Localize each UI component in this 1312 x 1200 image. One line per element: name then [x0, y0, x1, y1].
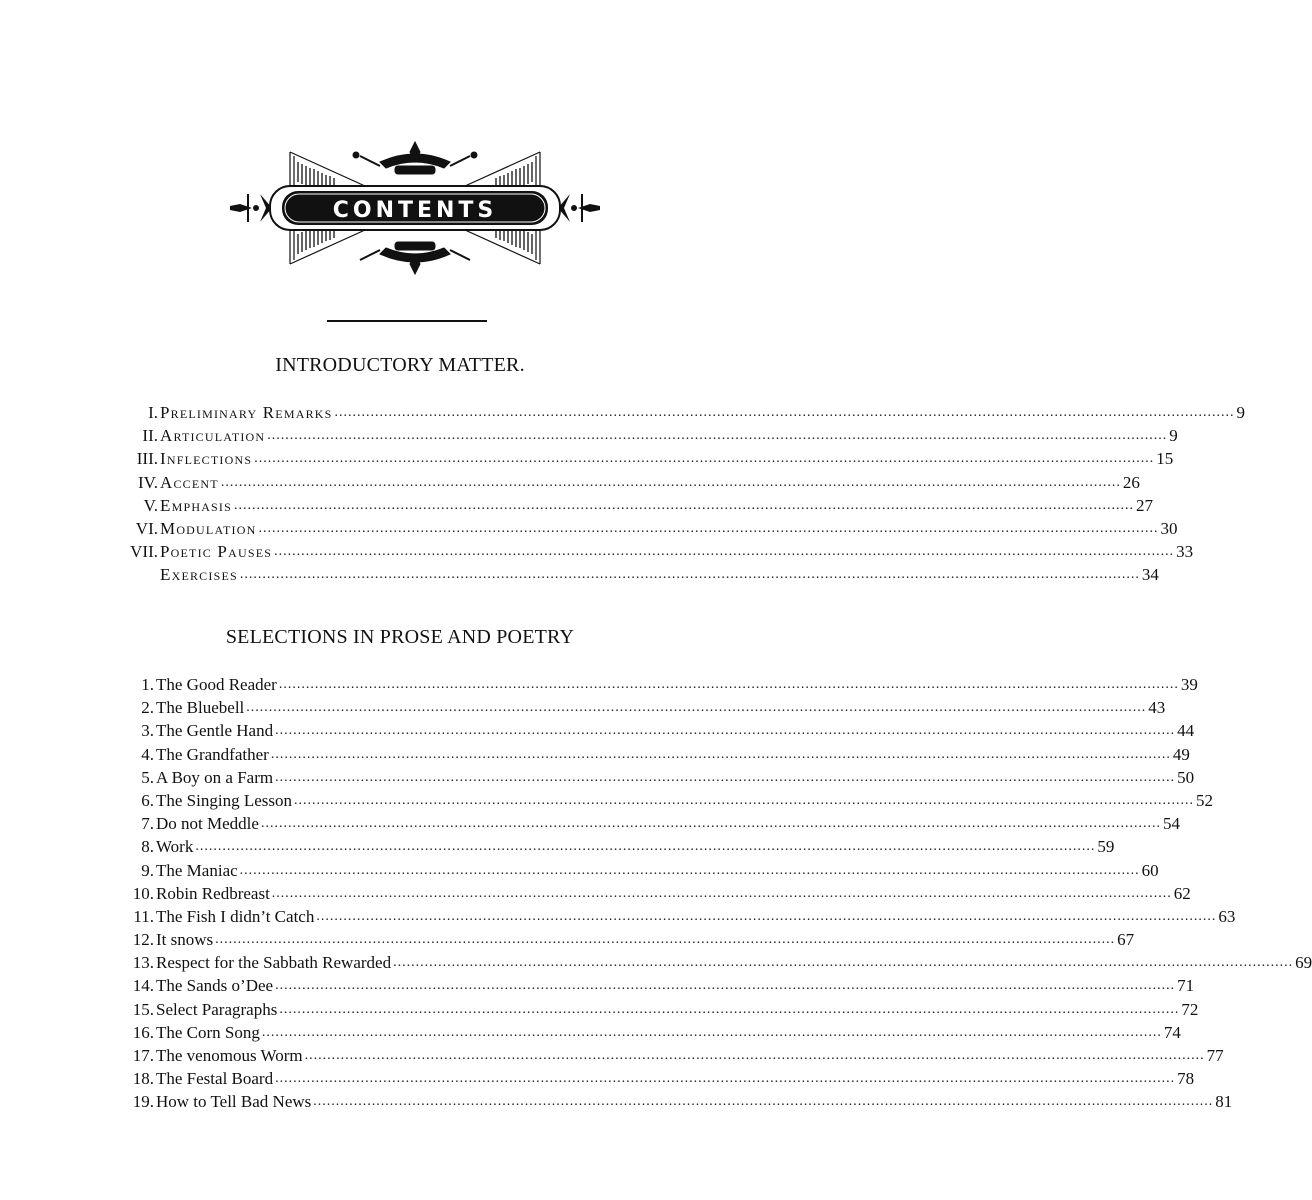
dot-leader: ........................................................................................................................................................................................................	[275, 1071, 1176, 1087]
toc-entry	[0, 1044, 1224, 1067]
selections-heading: SELECTIONS IN PROSE AND POETRY	[225, 626, 575, 648]
toc-entry-number: 3.	[141, 721, 154, 741]
toc-entry-title: Articulation	[160, 424, 267, 447]
toc-entry-line	[160, 494, 1154, 517]
toc-entry-line	[156, 1021, 1181, 1044]
toc-entry-page: 34	[1141, 565, 1159, 585]
toc-entry-number: 1.	[141, 675, 154, 694]
toc-entry-page: 44	[1177, 721, 1195, 741]
toc-entry-number: VII.	[130, 542, 158, 562]
toc-entry-line	[160, 424, 1178, 447]
toc-entry	[0, 696, 1166, 719]
toc-entry	[0, 974, 1195, 997]
toc-entry-number: 19.	[132, 1092, 154, 1112]
toc-entry-title: Inflections	[160, 447, 254, 470]
toc-entry	[0, 673, 1198, 696]
toc-entry-line	[160, 517, 1178, 540]
toc-entry-title: Do not Meddle	[156, 812, 261, 835]
dot-leader: ........................................................................................................................................................................................................	[270, 746, 1171, 762]
toc-entry-title: Work	[156, 835, 195, 858]
toc-entry-title: The Festal Board	[156, 1067, 275, 1090]
dot-leader: ........................................................................................................................................................................................................	[267, 428, 1168, 444]
toc-entry-line	[156, 974, 1195, 997]
toc-entry-title: The Gentle Hand	[156, 719, 275, 742]
toc-entry	[0, 563, 1159, 586]
toc-entry-title: How to Tell Bad News	[156, 1090, 313, 1113]
toc-entry	[0, 928, 1135, 951]
contents-banner-text: CONTENTS	[332, 198, 498, 223]
toc-entry-page: 71	[1177, 976, 1195, 996]
toc-entry-page: 30	[1160, 518, 1178, 538]
toc-entry-number: 12.	[132, 930, 154, 950]
toc-entry-line	[156, 1067, 1195, 1090]
toc-entry	[0, 859, 1159, 882]
toc-entry-line	[160, 471, 1140, 494]
toc-entry	[0, 789, 1213, 812]
intro-toc-list	[0, 401, 1246, 587]
contents-banner	[230, 138, 600, 278]
toc-entry-title: Accent	[160, 471, 221, 494]
dot-leader: ........................................................................................................................................................................................................	[275, 769, 1176, 785]
toc-entry-page: 60	[1141, 860, 1159, 880]
toc-entry-line	[156, 951, 1312, 974]
toc-entry	[0, 882, 1191, 905]
toc-entry-line	[160, 540, 1194, 563]
dot-leader: ........................................................................................................................................................................................................	[195, 839, 1096, 855]
toc-entry-page: 9	[1236, 403, 1246, 422]
toc-entry-title: Modulation	[160, 517, 258, 540]
dot-leader: ........................................................................................................................................................................................................	[275, 723, 1176, 739]
dot-leader: ........................................................................................................................................................................................................	[258, 520, 1159, 536]
toc-entry-page: 52	[1196, 790, 1213, 810]
toc-entry-line	[156, 1090, 1233, 1113]
toc-entry-title: Respect for the Sabbath Rewarded	[156, 951, 393, 974]
dot-leader: ........................................................................................................................................................................................................	[254, 451, 1155, 467]
toc-entry-page: 39	[1180, 675, 1198, 694]
toc-entry-line	[160, 563, 1159, 586]
toc-entry-number: III.	[136, 449, 158, 469]
toc-entry-title: Emphasis	[160, 494, 234, 517]
selections-toc-list	[0, 673, 1312, 1114]
toc-entry	[0, 998, 1199, 1021]
toc-entry	[0, 494, 1154, 517]
toc-entry-number: 13.	[132, 953, 154, 973]
toc-entry-page: 54	[1162, 814, 1180, 834]
toc-entry-line	[156, 766, 1195, 789]
dot-leader: ........................................................................................................................................................................................................	[215, 932, 1116, 948]
toc-entry	[0, 1021, 1181, 1044]
intro-heading: INTRODUCTORY MATTER.	[275, 354, 525, 376]
toc-entry-title: A Boy on a Farm	[156, 766, 275, 789]
toc-entry-page: 62	[1173, 883, 1191, 903]
toc-entry-page: 81	[1215, 1092, 1233, 1112]
toc-entry-line	[156, 789, 1213, 812]
toc-entry-page: 78	[1177, 1069, 1195, 1089]
toc-entry-number: 5.	[141, 767, 154, 787]
toc-entry-page: 43	[1148, 698, 1166, 718]
dot-leader: ........................................................................................................................................................................................................	[271, 885, 1172, 901]
toc-entry-page: 77	[1206, 1046, 1224, 1065]
toc-entry-page: 74	[1163, 1022, 1181, 1042]
toc-entry-title: The Corn Song	[156, 1021, 262, 1044]
toc-entry	[0, 951, 1312, 974]
toc-entry-line	[156, 928, 1135, 951]
toc-entry	[0, 471, 1140, 494]
toc-entry-title: Preliminary Remarks	[160, 401, 335, 424]
toc-entry-number: 6.	[141, 790, 154, 810]
toc-entry-number: VI.	[135, 518, 158, 538]
toc-entry-number: 18.	[132, 1069, 154, 1089]
toc-entry-title: The Singing Lesson	[156, 789, 294, 812]
toc-entry-number: 8.	[141, 837, 154, 857]
toc-entry-number: 14.	[132, 976, 154, 996]
toc-entry-page: 67	[1117, 930, 1135, 950]
toc-entry-line	[156, 673, 1198, 696]
toc-entry-title: The Good Reader	[156, 673, 279, 696]
toc-entry-page: 59	[1097, 837, 1115, 857]
toc-entry-line	[156, 696, 1166, 719]
dot-leader: ........................................................................................................................................................................................................	[220, 474, 1121, 490]
toc-entry-number: 7.	[141, 814, 154, 834]
toc-entry-number: IV.	[138, 472, 158, 492]
toc-entry	[0, 517, 1178, 540]
toc-entry-line	[156, 1044, 1224, 1067]
toc-entry-page: 27	[1136, 495, 1154, 515]
toc-entry-page: 9	[1169, 426, 1178, 446]
toc-entry-page: 50	[1177, 767, 1195, 787]
toc-entry-number: 17.	[132, 1046, 154, 1065]
toc-entry-title: The Bluebell	[156, 696, 246, 719]
dot-leader: ........................................................................................................................................................................................................	[279, 1001, 1180, 1017]
toc-entry-number: V.	[143, 495, 158, 515]
dot-leader: ........................................................................................................................................................................................................	[260, 816, 1161, 832]
dot-leader: ........................................................................................................................................................................................................	[334, 405, 1235, 420]
toc-entry-line	[156, 743, 1190, 766]
dot-leader: ........................................................................................................................................................................................................	[393, 955, 1294, 971]
toc-entry-number: 9.	[141, 860, 154, 880]
toc-entry-title: The Maniac	[156, 859, 240, 882]
toc-entry	[0, 1090, 1233, 1113]
dot-leader: ........................................................................................................................................................................................................	[294, 792, 1194, 808]
toc-entry-number: 2.	[141, 698, 154, 718]
toc-entry-title: Robin Redbreast	[156, 882, 272, 905]
toc-entry-title: It snows	[156, 928, 215, 951]
dot-leader: ........................................................................................................................................................................................................	[275, 978, 1176, 994]
toc-entry	[0, 424, 1178, 447]
toc-entry	[0, 766, 1195, 789]
toc-entry-line	[160, 447, 1174, 470]
toc-entry-page: 26	[1122, 472, 1140, 492]
toc-entry-page: 63	[1218, 906, 1236, 926]
toc-entry	[0, 1067, 1195, 1090]
toc-entry-line	[156, 998, 1199, 1021]
toc-entry	[0, 743, 1190, 766]
toc-entry-title: Select Paragraphs	[156, 998, 279, 1021]
toc-entry	[0, 540, 1194, 563]
toc-entry-line	[156, 812, 1180, 835]
toc-entry-number: 11.	[133, 906, 154, 926]
toc-entry-title: Poetic Pauses	[160, 540, 274, 563]
toc-entry-page: 15	[1156, 449, 1174, 469]
toc-entry-page: 33	[1176, 542, 1194, 562]
divider-rule	[327, 320, 487, 322]
dot-leader: ........................................................................................................................................................................................................	[239, 567, 1140, 583]
toc-entry-title: Exercises	[160, 563, 240, 586]
toc-entry-title: The venomous Worm	[156, 1044, 305, 1067]
toc-entry-number: 15.	[132, 999, 154, 1019]
toc-entry-page: 69	[1295, 953, 1312, 973]
toc-entry	[0, 447, 1174, 470]
toc-entry-number: 16.	[132, 1022, 154, 1042]
dot-leader: ........................................................................................................................................................................................................	[239, 862, 1140, 878]
toc-entry-page: 49	[1172, 744, 1190, 764]
dot-leader: ........................................................................................................................................................................................................	[278, 677, 1179, 692]
toc-entry-title: The Sands o’Dee	[156, 974, 275, 997]
dot-leader: ........................................................................................................................................................................................................	[316, 908, 1217, 924]
dot-leader: ........................................................................................................................................................................................................	[313, 1094, 1214, 1110]
toc-entry-number: I.	[148, 403, 158, 422]
dot-leader: ........................................................................................................................................................................................................	[261, 1024, 1162, 1040]
dot-leader: ........................................................................................................................................................................................................	[234, 497, 1135, 513]
toc-entry-number: II.	[142, 426, 158, 446]
toc-entry-line	[156, 719, 1195, 742]
toc-entry-page: 72	[1181, 999, 1199, 1019]
toc-entry	[0, 719, 1195, 742]
dot-leader: ........................................................................................................................................................................................................	[304, 1048, 1205, 1063]
toc-entry-line	[160, 401, 1246, 424]
dot-leader: ........................................................................................................................................................................................................	[274, 544, 1175, 560]
dot-leader: ........................................................................................................................................................................................................	[246, 700, 1147, 716]
toc-entry	[0, 905, 1236, 928]
toc-entry-line	[156, 905, 1236, 928]
toc-entry-number: 10.	[132, 883, 154, 903]
toc-entry-line	[156, 859, 1159, 882]
toc-entry-line	[156, 882, 1191, 905]
toc-entry-line	[156, 835, 1115, 858]
toc-entry-title: The Fish I didn’t Catch	[156, 905, 316, 928]
toc-entry	[0, 835, 1115, 858]
toc-entry	[0, 812, 1180, 835]
toc-entry	[0, 401, 1246, 424]
toc-entry-number: 4.	[141, 744, 154, 764]
toc-entry-title: The Grandfather	[156, 743, 271, 766]
